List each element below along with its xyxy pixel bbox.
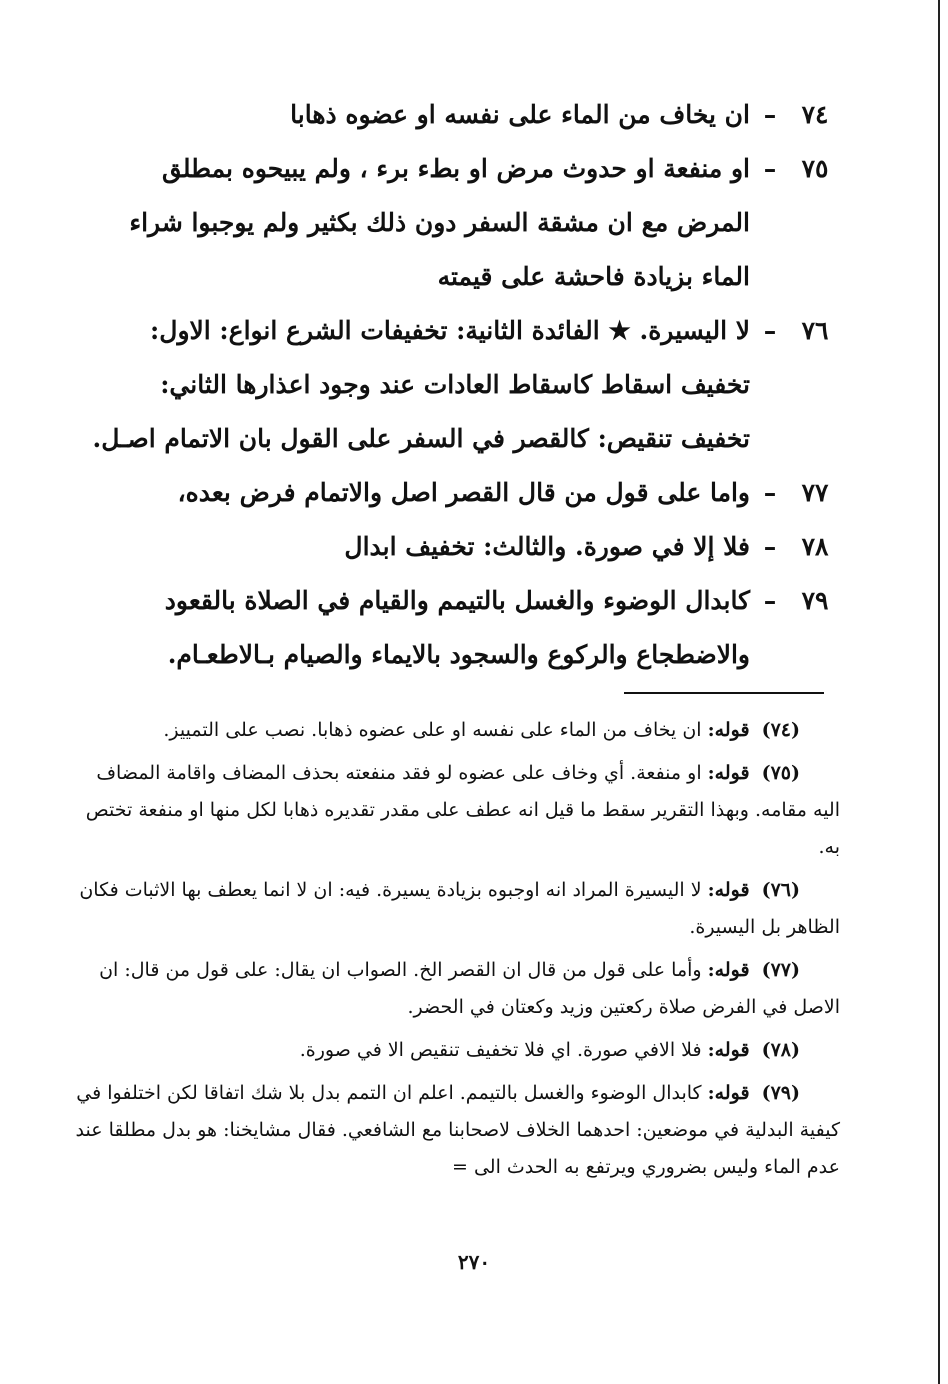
paragraph-dash: – [763, 154, 777, 183]
footnote-number: (٧٩) [761, 1082, 800, 1104]
footnote-text: كابدال الوضوء والغسل بالتيمم. اعلم ان التمم بدل بلا شك اتفاقا لكن اختلفوا في كيفية البدلية في موضعين: احدهما الخلاف لاصحابنا مع الشافعي. فقال مشايخنا: هو بدل مطلقا عند عدم الماء وليس بضروري ويرتفع به الحدث الى = [75, 1082, 840, 1178]
paragraph-continuation: تخفيف تنقيص: كالقصر في السفر على القول بان الاتمام اصـل. [92, 424, 750, 453]
main-paragraph-line [70, 88, 840, 142]
paragraph-text: لا اليسيرة. ★ الفائدة الثانية: تخفيفات الشرع انواع: الاول: [150, 316, 750, 345]
main-paragraph-line [70, 574, 840, 628]
paragraph-text: كابدال الوضوء والغسل بالتيمم والقيام في الصلاة بالقعود [164, 586, 750, 615]
main-paragraph-line [70, 142, 840, 196]
footnote-number: (٧٧) [761, 959, 800, 981]
paragraph-text: فلا إلا في صورة. والثالث: تخفيف ابدال [344, 532, 750, 561]
paragraph-continuation: الماء بزيادة فاحشة على قيمته [437, 262, 750, 291]
footnote-number: (٧٤) [761, 719, 800, 741]
footnote-keyword: قوله: [707, 1082, 750, 1104]
main-paragraph-line [70, 520, 840, 574]
page-edge-line [938, 0, 940, 1384]
footnote [70, 755, 840, 866]
footnote-keyword: قوله: [707, 719, 750, 741]
paragraph-number: ٧٩ [801, 586, 829, 615]
paragraph-continuation: والاضطجاع والركوع والسجود بالايماء والصيام بـالاطعـام. [167, 640, 750, 669]
paragraph-text: واما على قول من قال القصر اصل والاتمام فرض بعده، [177, 478, 750, 507]
footnote-keyword: قوله: [707, 1039, 750, 1061]
footnotes [70, 712, 840, 1186]
footnote [70, 1075, 840, 1186]
paragraph-dash: – [763, 532, 777, 561]
paragraph-dash: – [763, 100, 777, 129]
main-paragraph-line [70, 304, 840, 358]
paragraph-number: ٧٧ [801, 478, 829, 507]
footnote-text: او منفعة. أي وخاف على عضوه لو فقد منفعته بحذف المضاف واقامة المضاف اليه مقامه. وبهذا التقرير سقط ما قيل انه عطف على مقدر تقديره ذهابا لكل منها او منفعة تختص به. [85, 762, 840, 858]
page-content [70, 88, 840, 1192]
footnote-number: (٧٥) [761, 762, 800, 784]
main-text [70, 88, 840, 682]
footnote-text: ان يخاف من الماء على نفسه او على عضوه ذهابا. نصب على التمييز. [163, 719, 702, 741]
footnote-separator [624, 692, 824, 694]
footnote-keyword: قوله: [707, 762, 750, 784]
footnote-number: (٧٨) [761, 1039, 800, 1061]
paragraph-text: او منفعة او حدوث مرض او بطء برء ، ولم يبيحوه بمطلق [161, 154, 750, 183]
footnote-keyword: قوله: [707, 959, 750, 981]
main-paragraph-line [70, 466, 840, 520]
footnote [70, 712, 840, 749]
footnote-text: وأما على قول من قال ان القصر الخ. الصواب ان يقال: على قول من قال: ان الاصل في الفرض صلاة ركعتين وزيد وكعتان في الحضر. [99, 959, 840, 1018]
paragraph-dash: – [763, 316, 777, 345]
footnote-keyword: قوله: [707, 879, 750, 901]
footnote-text: فلا الافي صورة. اي فلا تخفيف تنقيص الا في صورة. [299, 1039, 702, 1061]
paragraph-number: ٧٦ [801, 316, 829, 345]
paragraph-number: ٧٨ [801, 532, 829, 561]
paragraph-dash: – [763, 586, 777, 615]
footnote-number: (٧٦) [761, 879, 800, 901]
footnote [70, 1032, 840, 1069]
paragraph-number: ٧٥ [801, 154, 829, 183]
paragraph-continuation: تخفيف اسقاط كاسقاط العادات عند وجود اعذارها الثاني: [160, 370, 750, 399]
page-number: ٢٧٠ [457, 1250, 491, 1274]
paragraph-text: ان يخاف من الماء على نفسه او عضوه ذهابا [290, 100, 750, 129]
paragraph-dash: – [763, 478, 777, 507]
paragraph-number: ٧٤ [801, 100, 829, 129]
footnote [70, 952, 840, 1026]
footnote [70, 872, 840, 946]
paragraph-continuation: المرض مع ان مشقة السفر دون ذلك بكثير ولم يوجبوا شراء [129, 208, 750, 237]
footnote-text: لا اليسيرة المراد انه اوجبوه بزيادة يسيرة. فيه: ان لا انما يعطف بها الاثبات فكان الظاهر بل اليسيرة. [79, 879, 840, 938]
